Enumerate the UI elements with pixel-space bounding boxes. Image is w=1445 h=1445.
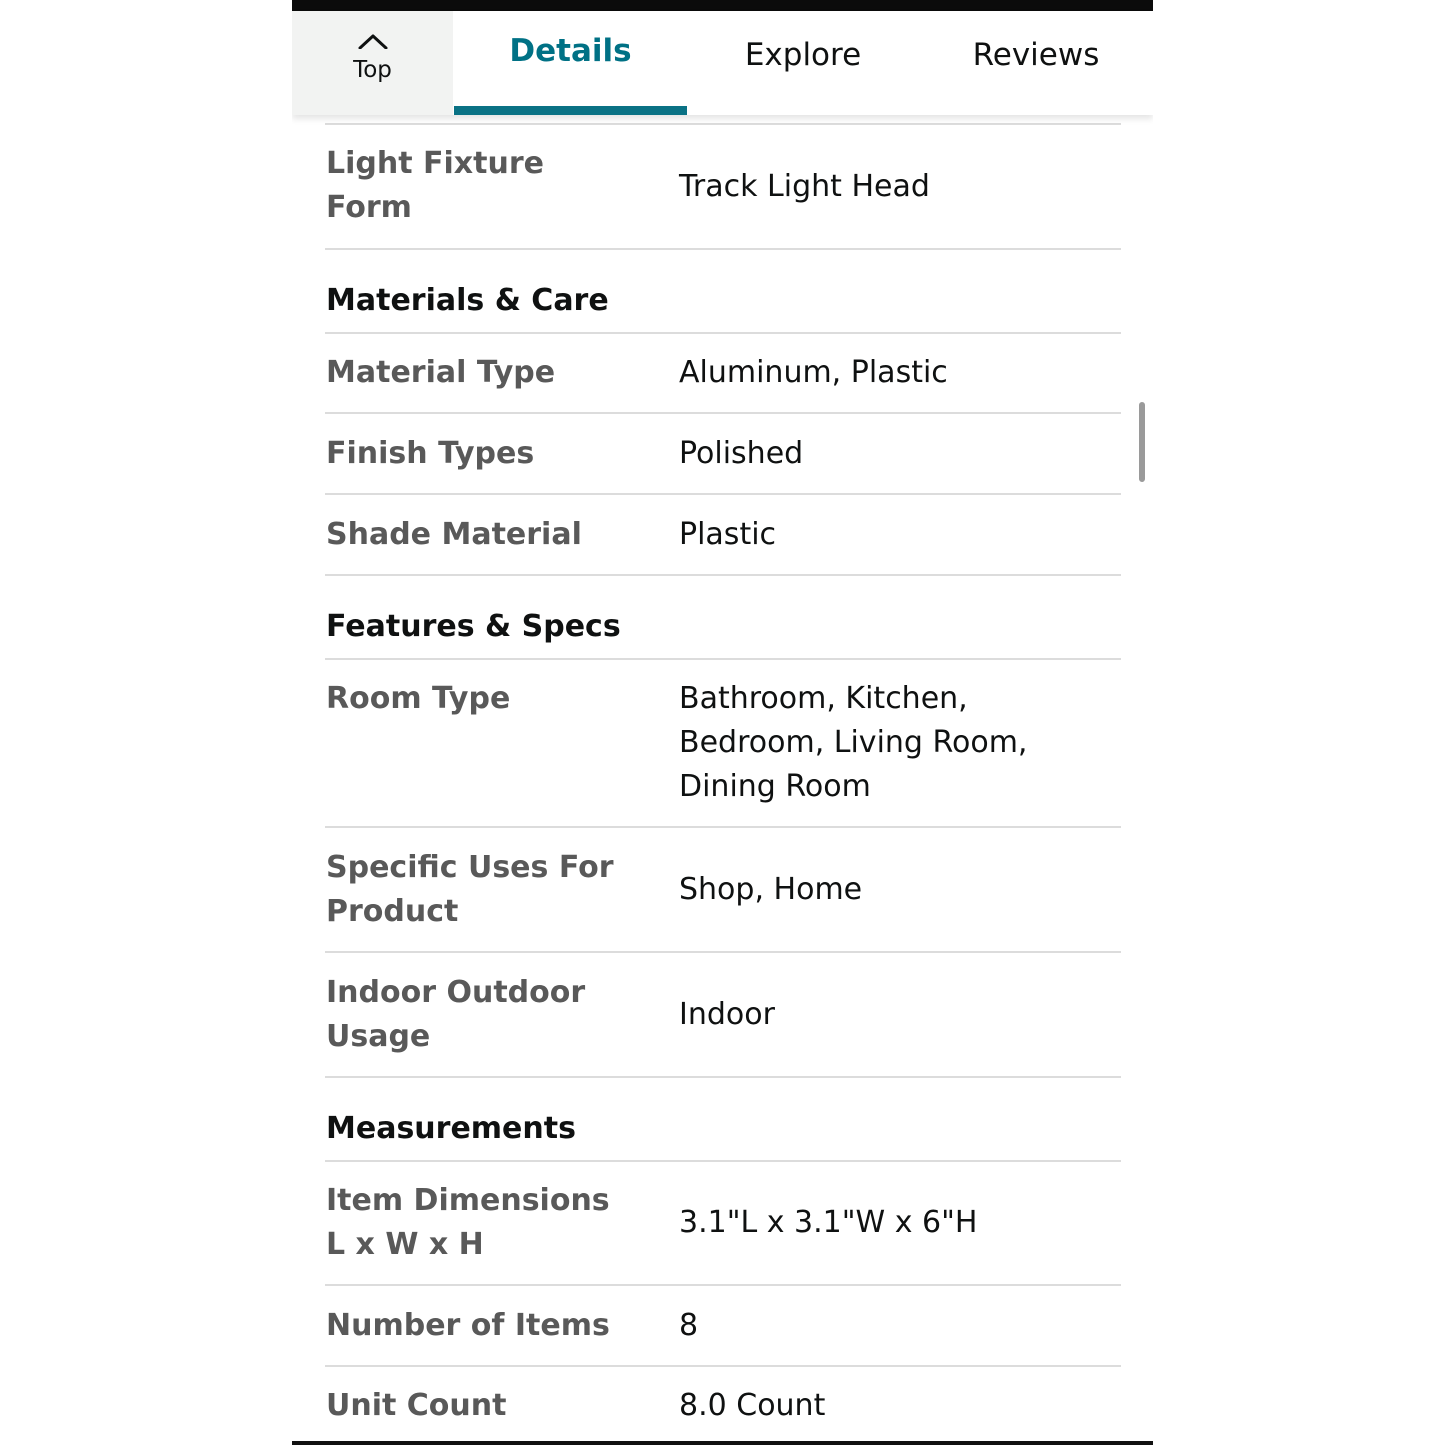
divider — [325, 1160, 1121, 1162]
bottom-edge — [292, 1441, 1153, 1445]
divider — [325, 658, 1121, 660]
label-indoor-outdoor: Indoor Outdoor Usage — [326, 975, 586, 1054]
divider — [325, 493, 1121, 495]
section-heading-measurements: Measurements — [326, 1111, 576, 1146]
value-item-dimensions: 3.1"L x 3.1"W x 6"H — [679, 1205, 978, 1240]
label-unit-count: Unit Count — [326, 1388, 507, 1423]
label-number-of-items: Number of Items — [326, 1308, 610, 1343]
section-tab-bar — [292, 11, 1153, 115]
divider — [325, 248, 1121, 250]
value-shade-material: Plastic — [679, 517, 777, 552]
divider — [325, 826, 1121, 828]
divider — [325, 123, 1121, 125]
value-room-type: Bathroom, Kitchen, Bedroom, Living Room, Dining Room — [679, 681, 1028, 804]
scrollbar-thumb[interactable] — [1139, 402, 1145, 482]
tab-explore-label: Explore — [744, 37, 862, 73]
label-room-type: Room Type — [326, 681, 511, 716]
divider — [325, 412, 1121, 414]
tab-explore[interactable] — [687, 11, 919, 115]
divider — [325, 1076, 1121, 1078]
section-heading-materials: Materials & Care — [326, 283, 609, 318]
tab-details-label: Details — [509, 33, 632, 69]
product-details-screen — [292, 0, 1153, 1445]
divider — [325, 951, 1121, 953]
chevron-up-icon — [358, 33, 388, 49]
label-specific-uses: Specific Uses For Product — [326, 850, 614, 929]
divider — [325, 332, 1121, 334]
back-to-top-button[interactable] — [292, 11, 453, 115]
back-to-top-label: Top — [353, 57, 392, 83]
value-number-of-items: 8 — [679, 1308, 699, 1343]
value-material-type: Aluminum, Plastic — [679, 355, 948, 390]
divider — [325, 574, 1121, 576]
label-item-dimensions: Item Dimensions L x W x H — [326, 1183, 610, 1262]
value-specific-uses: Shop, Home — [679, 872, 863, 907]
section-heading-features: Features & Specs — [326, 609, 621, 644]
label-finish-types: Finish Types — [326, 436, 535, 471]
value-unit-count: 8.0 Count — [679, 1388, 826, 1423]
value-indoor-outdoor: Indoor — [679, 997, 775, 1032]
label-shade-material: Shade Material — [326, 517, 582, 552]
label-light-fixture-form: Light Fixture Form — [326, 146, 544, 225]
tab-reviews-label: Reviews — [972, 37, 1100, 73]
value-finish-types: Polished — [679, 436, 804, 471]
divider — [325, 1284, 1121, 1286]
label-material-type: Material Type — [326, 355, 556, 390]
tab-reviews[interactable] — [919, 11, 1153, 115]
divider — [325, 1365, 1121, 1367]
details-list[interactable] — [292, 0, 1153, 1441]
tab-details[interactable] — [454, 11, 687, 115]
value-light-fixture-form: Track Light Head — [679, 169, 930, 204]
active-tab-indicator — [454, 106, 687, 115]
